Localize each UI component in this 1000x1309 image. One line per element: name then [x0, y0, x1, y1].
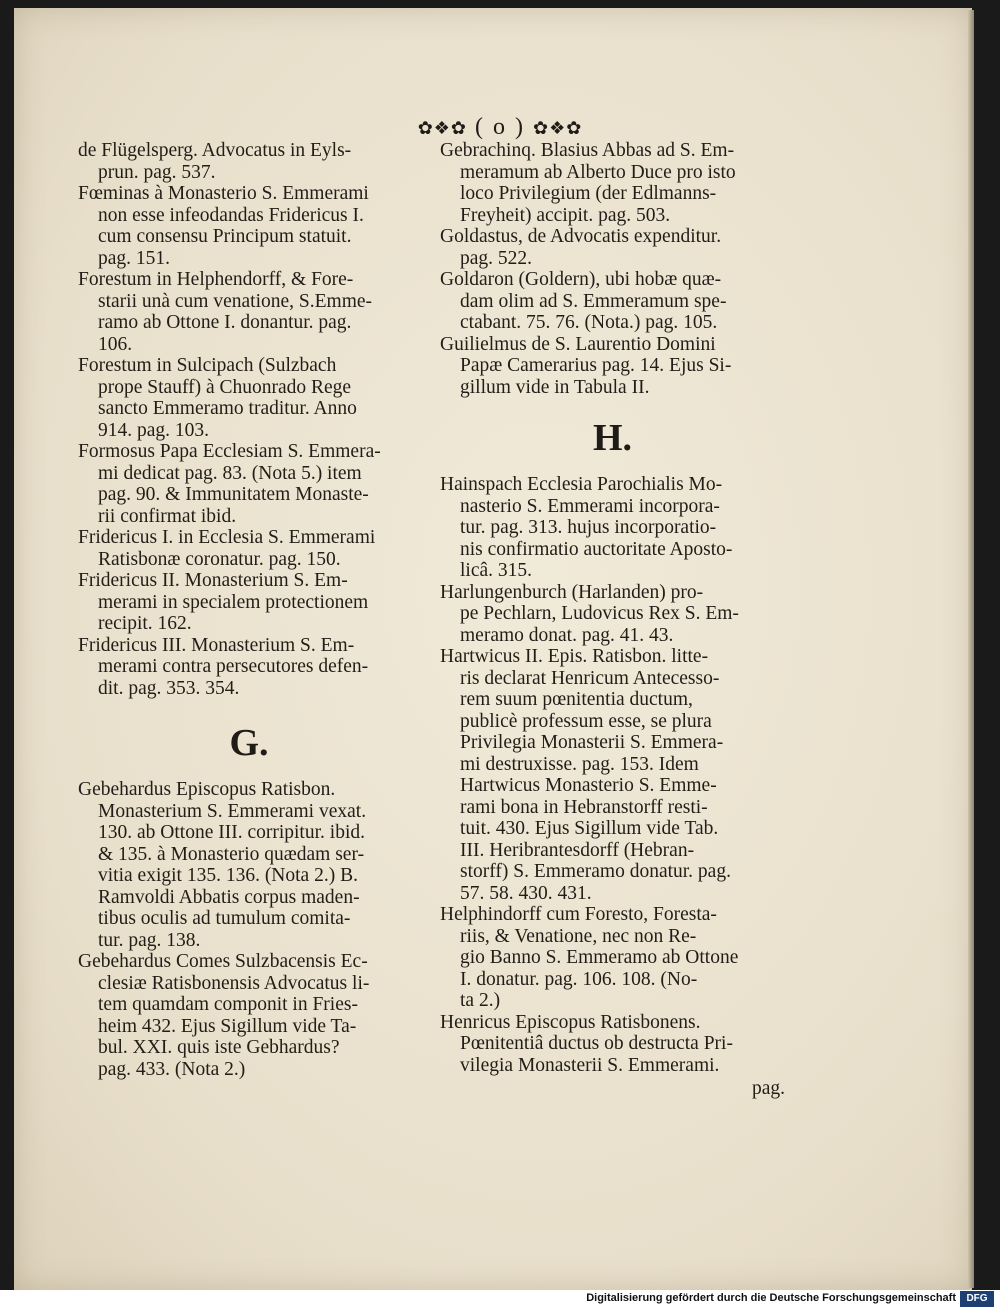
catchword: pag. — [751, 1078, 785, 1099]
section-letter-h: H. — [592, 417, 633, 459]
index-entry: Helphindorff cum Foresto, Foresta- riis, & Venatione, nec non Re- gio Banno S. Emmeramo ab Ottone I. donatur. pag. 106. 108. (No- ta 2.) — [440, 904, 739, 1011]
digitization-footer — [0, 1290, 1000, 1309]
page-edge — [968, 10, 974, 1288]
index-entry: Henricus Episcopus Ratisbonens. Pœnitentiâ ductus ob destructa Pri- vilegia Monasterii S. Emmerami. — [440, 1011, 733, 1076]
index-entry: Goldaron (Goldern), ubi hobæ quæ- dam olim ad S. Emmeramum spe- ctabant. 75. 76. (Nota.) pag. 105. — [440, 269, 727, 333]
right-column — [440, 140, 785, 1100]
page-number: ( o ) — [475, 114, 525, 140]
index-entry: Gebrachinq. Blasius Abbas ad S. Em- meramum ab Alberto Duce pro isto loco Privilegium (der Edlmanns- Freyheit) accipit. pag. 503. — [440, 140, 736, 226]
ornament-right: ✿❖✿ — [532, 118, 583, 138]
index-entry: Fridericus I. in Ecclesia S. Emmerami Ratisbonæ coronatur. pag. 150. — [78, 527, 376, 570]
index-entry: Guilielmus de S. Laurentio Domini Papæ Camerarius pag. 14. Ejus Si- gillum vide in Tabula II. — [440, 333, 732, 398]
index-entry: de Flügelsperg. Advocatus in Eyls- prun. pag. 537. — [78, 140, 352, 183]
index-entry: Hainspach Ecclesia Parochialis Mo- nasterio S. Emmerami incorpora- tur. pag. 313. hujus incorporatio- nis confirmatio auctoritate Aposto- licâ. 315. — [440, 474, 733, 581]
index-entry: Fœminas à Monasterio S. Emmerami non esse infeodandas Fridericus I. cum consensu Principum statuit. pag. 151. — [78, 183, 369, 269]
index-entry: Harlungenburch (Harlanden) pro- pe Pechlarn, Ludovicus Rex S. Em- meramo donat. pag. 41. 43. — [440, 581, 739, 646]
dfg-logo: DFG — [960, 1291, 994, 1307]
section-letter-g: G. — [229, 722, 269, 764]
index-entry: Fridericus II. Monasterium S. Em- merami in specialem protectionem recipit. 162. — [78, 570, 369, 634]
index-entry: Forestum in Sulcipach (Sulzbach prope Stauff) à Chuonrado Rege sancto Emmeramo traditur. Anno 914. pag. 103. — [78, 355, 357, 441]
index-entry: Gebehardus Episcopus Ratisbon. Monasterium S. Emmerami vexat. 130. ab Ottone III. corripitur. ibid. & 135. à Monasterio quædam ser- vitia exigit 135. 136. (Nota 2.) B. Ramvoldi Abbatis corpus maden- tibus oculis ad tumulum comita- tur. pag. 138. — [78, 779, 367, 951]
funding-notice: Digitalisierung gefördert durch die Deutsche Forschungsgemeinschaft — [586, 1292, 956, 1304]
index-entry: Fridericus III. Monasterium S. Em- merami contra persecutores defen- dit. pag. 353. 354. — [78, 634, 369, 699]
index-entry: Gebehardus Comes Sulzbacensis Ec- clesiæ Ratisbonensis Advocatus li- tem quamdam componit in Fries- heim 432. Ejus Sigillum vide Ta- bul. XXI. quis iste Gebhardus? pag. 433. (Nota 2.) — [78, 951, 370, 1080]
index-entry: Forestum in Helphendorff, & Fore- starii unà cum venatione, S.Emme- ramo ab Ottone I. donantur. pag. 106. — [78, 269, 373, 355]
left-column — [78, 140, 420, 1080]
ornament-left: ✿❖✿ — [417, 118, 467, 138]
index-entry: Goldastus, de Advocatis expenditur. pag. 522. — [440, 226, 722, 269]
index-entry: Hartwicus II. Epis. Ratisbon. litte- ris declarat Henricum Antecesso- rem suum pœnitentia ductum, publicè professum esse, se plura Privilegia Monasterii S. Emmera- mi destruxisse. pag. 153. Idem Hartwicus Monasterio S. Emme- rami bona in Hebranstorff resti- tuit. 430. Ejus Sigillum vide Tab. III. Heribrantesdorff (Hebran- storff) S. Emmeramo donatur. pag. 57. 58. 430. 431. — [440, 646, 731, 904]
index-entry: Formosus Papa Ecclesiam S. Emmera- mi dedicat pag. 83. (Nota 5.) item pag. 90. & Immunitatem Monaste- rii confirmat ibid. — [78, 441, 381, 527]
page-header — [0, 114, 1000, 141]
